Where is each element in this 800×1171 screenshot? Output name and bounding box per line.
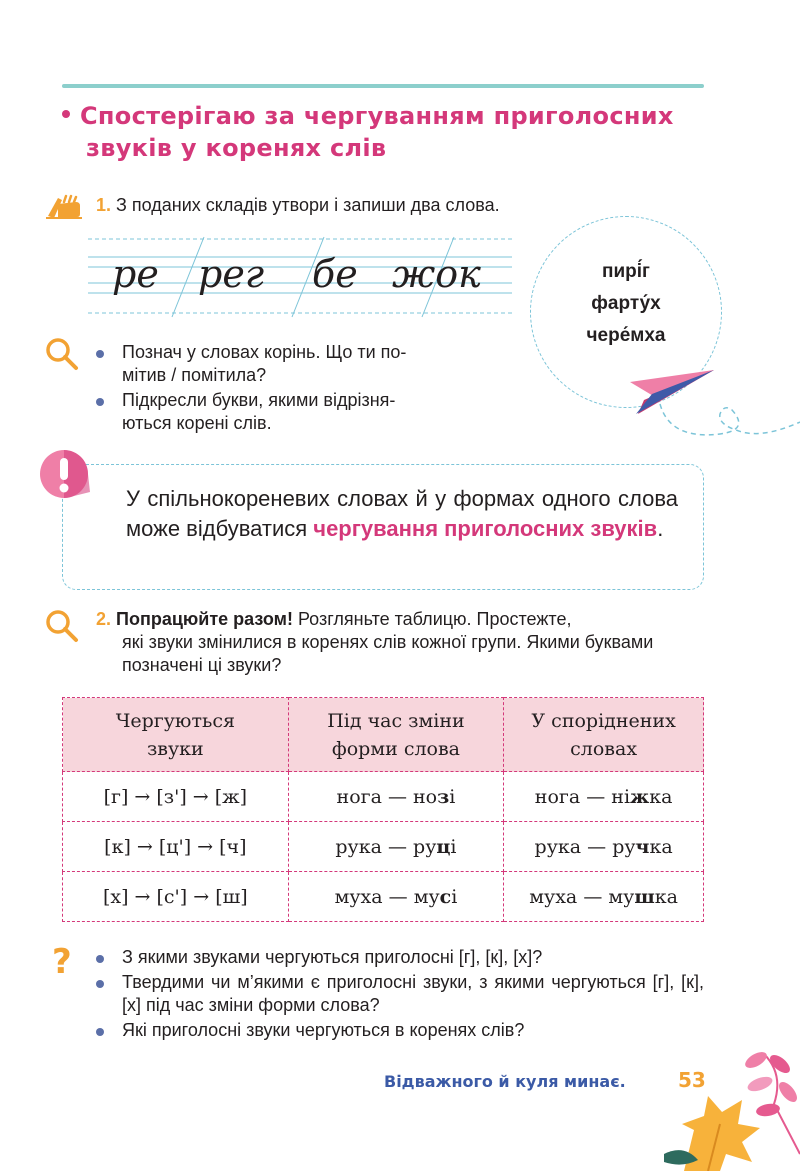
related-cell: рука — ручка bbox=[504, 822, 704, 872]
exclamation-badge-icon bbox=[34, 444, 96, 506]
word-list bbox=[560, 256, 692, 352]
paper-plane-icon bbox=[600, 360, 800, 450]
form-cell: рука — руці bbox=[288, 822, 504, 872]
exercise-2-lead: Попрацюйте разом! bbox=[116, 609, 293, 629]
sounds-cell: [г] → [з'] → [ж] bbox=[63, 772, 289, 822]
form-cell: нога — нозі bbox=[288, 772, 504, 822]
list-item: З якими звуками чергуються приголосні [г], [к], [х]? bbox=[94, 946, 704, 969]
related-cell: муха — мушка bbox=[504, 872, 704, 922]
handwriting-syllable-1: ре bbox=[112, 252, 159, 296]
word-2: фарту́х bbox=[591, 293, 661, 314]
word-3: чере́мха bbox=[586, 325, 666, 346]
list-item: Які приголосні звуки чергуються в коренях слів? bbox=[94, 1019, 704, 1042]
table-row bbox=[63, 872, 704, 922]
form-cell: муха — мусі bbox=[288, 872, 504, 922]
exercise-1-tasks bbox=[94, 341, 504, 435]
list-item: Твердими чи м’якими є приголосні звуки, з якими чергуються [г], [к], [х] під час зміни форми слова? bbox=[94, 971, 704, 1017]
magnifier-icon bbox=[44, 336, 80, 372]
question-mark-icon: ? bbox=[52, 942, 72, 982]
handwriting-lines bbox=[88, 233, 512, 319]
table-row bbox=[63, 822, 704, 872]
exercise-2-text-1: Розгляньте таблицю. Простежте, bbox=[292, 609, 572, 629]
exercise-2-number: 2. bbox=[96, 609, 112, 629]
table-row bbox=[63, 772, 704, 822]
rule-highlight: чергування приголосних звуків bbox=[313, 516, 658, 541]
footer-quote: Відважного й куля минає. bbox=[384, 1072, 626, 1091]
sounds-cell: [к] → [ц'] → [ч] bbox=[63, 822, 289, 872]
exercise-2-prompt bbox=[96, 608, 704, 677]
exercise-1-text: З поданих складів утвори і запиши два слова. bbox=[116, 195, 500, 215]
handwriting-syllable-2: рег bbox=[198, 252, 265, 296]
magnifier-icon bbox=[44, 608, 80, 644]
header-related-words: У споріднених словах bbox=[504, 698, 704, 772]
section-title bbox=[62, 100, 702, 164]
list-item: Підкресли букви, якими відрізня- ються корені слів. bbox=[94, 389, 504, 435]
header-word-form: Під час зміни форми слова bbox=[288, 698, 504, 772]
rule-text bbox=[126, 484, 678, 544]
word-1: пирі́г bbox=[602, 261, 650, 282]
alternation-table bbox=[62, 697, 704, 922]
related-cell: нога — ніжка bbox=[504, 772, 704, 822]
table-header-row bbox=[63, 698, 704, 772]
title-line-2: звуків у коренях слів bbox=[86, 134, 387, 162]
rule-text-end: . bbox=[657, 516, 664, 541]
title-line-1: Спостерігаю за чергуванням приголосних bbox=[80, 102, 674, 130]
exercise-1-number: 1. bbox=[96, 195, 112, 215]
list-item: Познач у словах корінь. Що ти по- мітив / помітила? bbox=[94, 341, 504, 387]
top-divider bbox=[62, 84, 704, 88]
writing-hand-icon bbox=[44, 192, 84, 220]
sounds-cell: [х] → [с'] → [ш] bbox=[63, 872, 289, 922]
exercise-1-prompt bbox=[96, 193, 500, 217]
rule-text-main: У спільнокореневих словах й у формах одного слова може відбуватися bbox=[126, 486, 678, 541]
handwriting-syllable-4: жок bbox=[392, 252, 481, 296]
title-bullet bbox=[62, 110, 70, 118]
page-number: 53 bbox=[678, 1068, 706, 1092]
question-list bbox=[94, 946, 704, 1042]
header-sounds: Чергуються звуки bbox=[63, 698, 289, 772]
handwriting-syllable-3: бе bbox=[312, 252, 358, 296]
exercise-2-text-2: які звуки змінилися в коренях слів кожної групи. Якими буквами позначені ці звуки? bbox=[122, 632, 654, 675]
autumn-leaves-icon bbox=[664, 1044, 800, 1171]
